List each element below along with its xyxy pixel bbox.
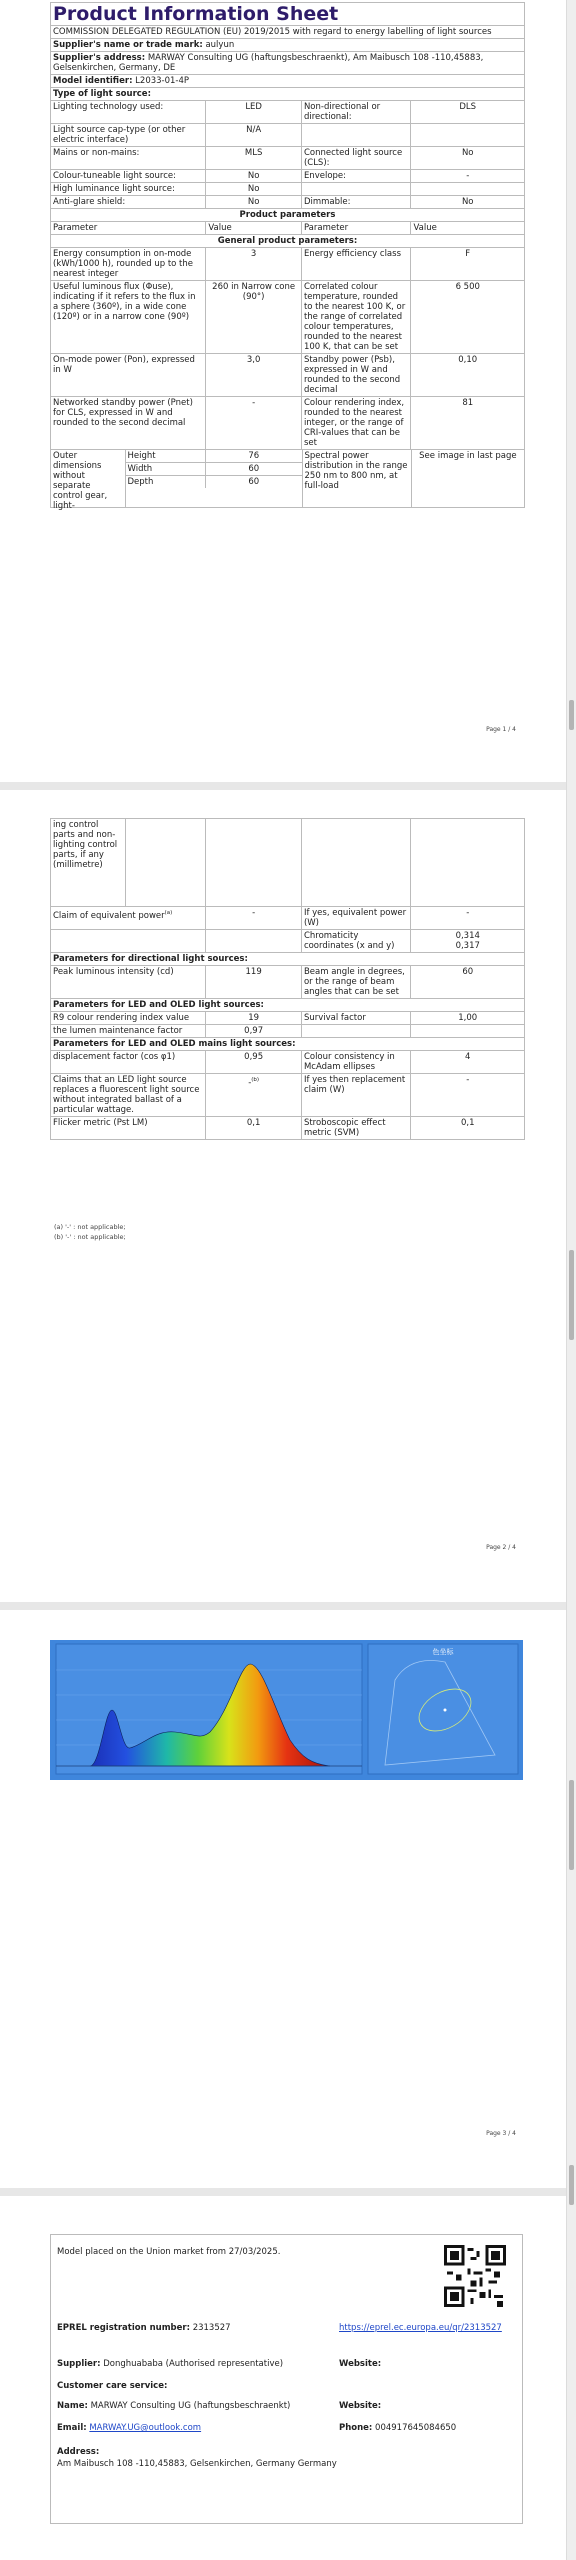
params-header: Product parameters [239, 210, 336, 220]
lumen-value: 0,97 [206, 1025, 302, 1037]
param-v1: - [206, 397, 302, 449]
type-v1: No [206, 170, 302, 182]
supplier-address-label: Supplier's address: [53, 53, 146, 63]
customer-label: Customer care service: [57, 2381, 168, 2391]
vertical-scrollbar[interactable] [566, 0, 576, 2560]
type-rows [51, 101, 524, 209]
type-row [51, 183, 524, 196]
param-k2: Energy efficiency class [302, 248, 412, 280]
page-2 [0, 790, 566, 1602]
type-v1: N/A [206, 124, 302, 146]
page-number-1: Page 1 / 4 [486, 726, 516, 733]
qr-code-icon [444, 2245, 506, 2307]
disp-label: displacement factor (cos φ1) [51, 1051, 206, 1073]
type-k1: Anti-glare shield: [51, 196, 206, 208]
eprel-link[interactable]: https://eprel.ec.europa.eu/qr/2313527 [339, 2323, 502, 2333]
consistency-value: 4 [465, 1052, 471, 1062]
footnote-b: (b) '-' : not applicable; [54, 1233, 126, 1241]
directional-header: Parameters for directional light sources: [53, 954, 248, 964]
type-k1: Colour-tuneable light source: [51, 170, 206, 182]
scrollbar-thumb-2[interactable] [569, 1250, 574, 1340]
name-label: Name: [57, 2401, 88, 2411]
led-header: Parameters for LED and OLED light sources: [53, 1000, 264, 1010]
flicker-label: Flicker metric (Pst LM) [51, 1117, 206, 1139]
product-info-table-cont [50, 818, 525, 1140]
supplier-name-label: Supplier's name or trade mark: [53, 40, 203, 50]
page-1 [0, 0, 566, 782]
dim-height-label: Height [126, 450, 207, 462]
type-v1: MLS [206, 147, 302, 169]
param-k2: Colour rendering index, rounded to the nearest integer, or the range of CRI-values that can be set [302, 397, 412, 449]
r9-label: R9 colour rendering index value [51, 1012, 206, 1024]
param-rows [51, 248, 524, 450]
consistency-label: Colour consistency in McAdam ellipses [302, 1051, 412, 1073]
type-k2: Non-directional or directional: [302, 101, 412, 123]
peak-value: 119 [206, 966, 302, 998]
page-3 [0, 1610, 566, 2188]
model-identifier: L2033-01-4P [135, 76, 190, 86]
type-v1: No [206, 196, 302, 208]
type-k1: High luminance light source: [51, 183, 206, 195]
product-info-table [50, 2, 525, 511]
scrollbar-thumb-3[interactable] [569, 1780, 574, 1870]
regulation-text: COMMISSION DELEGATED REGULATION (EU) 2019/2015 with regard to energy labelling of light sources [53, 27, 492, 37]
type-row [51, 147, 524, 170]
model-label: Model identifier: [53, 76, 133, 86]
page-4 [0, 2196, 566, 2560]
claim-sup: (a) [164, 910, 173, 916]
type-k2: Connected light source (CLS): [302, 147, 412, 169]
beam-value: 60 [462, 967, 474, 977]
supplier-address: MARWAY Consulting UG (haftungsbeschraenkt), Am Maibusch 108 -110,45883, Gelsenkirchen, Germany, DE [53, 53, 484, 73]
phone-value: 004917645084650 [375, 2423, 457, 2433]
disp-value: 0,95 [206, 1051, 302, 1073]
param-v1: 3,0 [206, 354, 302, 396]
type-k2 [302, 124, 412, 146]
market-text: Model placed on the Union market from 27/03/2025. [57, 2247, 281, 2257]
website2-label: Website: [339, 2401, 382, 2411]
param-k1: Networked standby power (Pnet) for CLS, expressed in W and rounded to the second decimal [51, 397, 206, 449]
beam-label: Beam angle in degrees, or the range of beam angles that can be set [302, 966, 412, 998]
dim-depth-label: Depth [126, 476, 207, 488]
col-parameter-2: Parameter [302, 222, 412, 234]
col-parameter: Parameter [51, 222, 206, 234]
param-k2: Correlated colour temperature, rounded to the nearest 100 K, or the range of correlated colour temperatures, rounded to the nearest 100 K, that can be set [302, 281, 412, 353]
spectral-value: See image in last page [419, 451, 517, 461]
claim-label: Claim of equivalent power [53, 910, 165, 921]
param-v2: 81 [462, 398, 474, 408]
col-value-2: Value [413, 223, 437, 233]
type-v2: DLS [459, 102, 477, 112]
eprel-label: EPREL registration number: [57, 2323, 190, 2333]
r9-value: 19 [206, 1012, 302, 1024]
type-v2: No [461, 197, 474, 207]
eprel-number: 2313527 [192, 2323, 231, 2333]
param-k1: On-mode power (Pon), expressed in W [51, 354, 206, 396]
lumen-label: the lumen maintenance factor [51, 1025, 206, 1037]
type-v2: - [466, 171, 470, 181]
general-header: General product parameters: [217, 236, 358, 246]
type-row [51, 196, 524, 209]
type-header: Type of light source: [53, 89, 151, 99]
email-label: Email: [57, 2423, 87, 2433]
supplier-label: Supplier: [57, 2359, 101, 2369]
param-row [51, 248, 524, 281]
dim-width-value: 60 [248, 464, 260, 474]
scrollbar-thumb-1[interactable] [569, 700, 574, 730]
replacement-label: If yes then replacement claim (W) [302, 1074, 412, 1116]
chroma-value: 0,314 0,317 [455, 931, 480, 951]
param-v1: 260 in Narrow cone (90°) [206, 281, 302, 353]
param-row [51, 281, 524, 354]
survival-label: Survival factor [302, 1012, 412, 1024]
param-v2: 0,10 [458, 355, 478, 365]
param-row [51, 354, 524, 397]
type-v2: No [461, 148, 474, 158]
type-k2: Envelope: [302, 170, 412, 182]
footnote-a: (a) '-' : not applicable; [54, 1223, 126, 1231]
scrollbar-thumb-4[interactable] [569, 2165, 574, 2205]
type-k1: Light source cap-type (or other electric interface) [51, 124, 206, 146]
type-v1: LED [206, 101, 302, 123]
dim-width-label: Width [126, 463, 207, 475]
supplier-info-card [50, 2234, 523, 2524]
param-v2: 6 500 [455, 282, 480, 292]
chroma-label: Chromaticity coordinates (x and y) [302, 930, 412, 952]
supplier-name: aulyun [205, 40, 235, 50]
type-row [51, 101, 524, 124]
param-row [51, 397, 524, 450]
mains-header: Parameters for LED and OLED mains light sources: [53, 1039, 296, 1049]
type-row [51, 170, 524, 183]
spectral-power-image [50, 1640, 523, 1780]
peak-label: Peak luminous intensity (cd) [51, 966, 206, 998]
phone-label: Phone: [339, 2423, 373, 2433]
param-v2: F [465, 249, 471, 259]
claims-label: Claims that an LED light source replaces a fluorescent light source without integrated ballast of a particular wattage. [51, 1074, 206, 1116]
type-row [51, 124, 524, 147]
cie-title: 色坐标 [432, 1648, 454, 1656]
type-k2 [302, 183, 412, 195]
equiv-label: If yes, equivalent power (W) [302, 907, 412, 929]
page-number-3: Page 3 / 4 [486, 2130, 516, 2137]
spectrum-graphic [50, 1640, 523, 1780]
claims-sup: (b) [251, 1077, 260, 1083]
type-k1: Mains or non-mains: [51, 147, 206, 169]
param-k1: Energy consumption in on-mode (kWh/1000 h), rounded up to the nearest integer [51, 248, 206, 280]
param-k1: Useful luminous flux (Φuse), indicating if it refers to the flux in a sphere (360º), in a wide cone (120º) or in a narrow cone (90º) [51, 281, 206, 353]
address-value: Am Maibusch 108 -110,45883, Gelsenkirchen, Germany Germany [57, 2459, 337, 2469]
email-link[interactable]: MARWAY.UG@outlook.com [89, 2423, 202, 2433]
outer-dimensions-row [51, 450, 524, 511]
type-v2 [411, 124, 524, 146]
claims-value: - [248, 1077, 252, 1088]
param-k2: Standby power (Psb), expressed in W and rounded to the second decimal [302, 354, 412, 396]
page-title: Product Information Sheet [53, 3, 339, 25]
cie-panel [368, 1644, 518, 1774]
equiv-value: - [466, 908, 470, 918]
address-label: Address: [57, 2447, 100, 2457]
strobo-label: Stroboscopic effect metric (SVM) [302, 1117, 412, 1139]
supplier-value: Donghuababa (Authorised representative) [103, 2359, 284, 2369]
type-k2: Dimmable: [302, 196, 412, 208]
website-label: Website: [339, 2359, 382, 2369]
dim-depth-value: 60 [248, 477, 260, 487]
outer-dimensions-label: Outer dimensions without separate control gear, light- [51, 450, 126, 507]
spectral-label: Spectral power distribution in the range 250 nm to 800 nm, at full-load [303, 450, 412, 507]
claim-value: - [206, 907, 302, 929]
survival-value: 1,00 [458, 1013, 478, 1023]
type-k1: Lighting technology used: [51, 101, 206, 123]
outer-dimensions-cont: ing control parts and non-lighting control parts, if any (millimetre) [51, 819, 126, 906]
param-v1: 3 [206, 248, 302, 280]
page-number-2: Page 2 / 4 [486, 1544, 516, 1551]
dim-height-value: 76 [248, 451, 260, 461]
strobo-value: 0,1 [460, 1118, 475, 1128]
cie-point [444, 1709, 447, 1712]
name-value: MARWAY Consulting UG (haftungsbeschraenkt) [90, 2401, 291, 2411]
type-v1: No [206, 183, 302, 195]
flicker-value: 0,1 [206, 1117, 302, 1139]
type-v2 [411, 183, 524, 195]
replacement-value: - [466, 1075, 470, 1085]
col-value: Value [206, 222, 302, 234]
